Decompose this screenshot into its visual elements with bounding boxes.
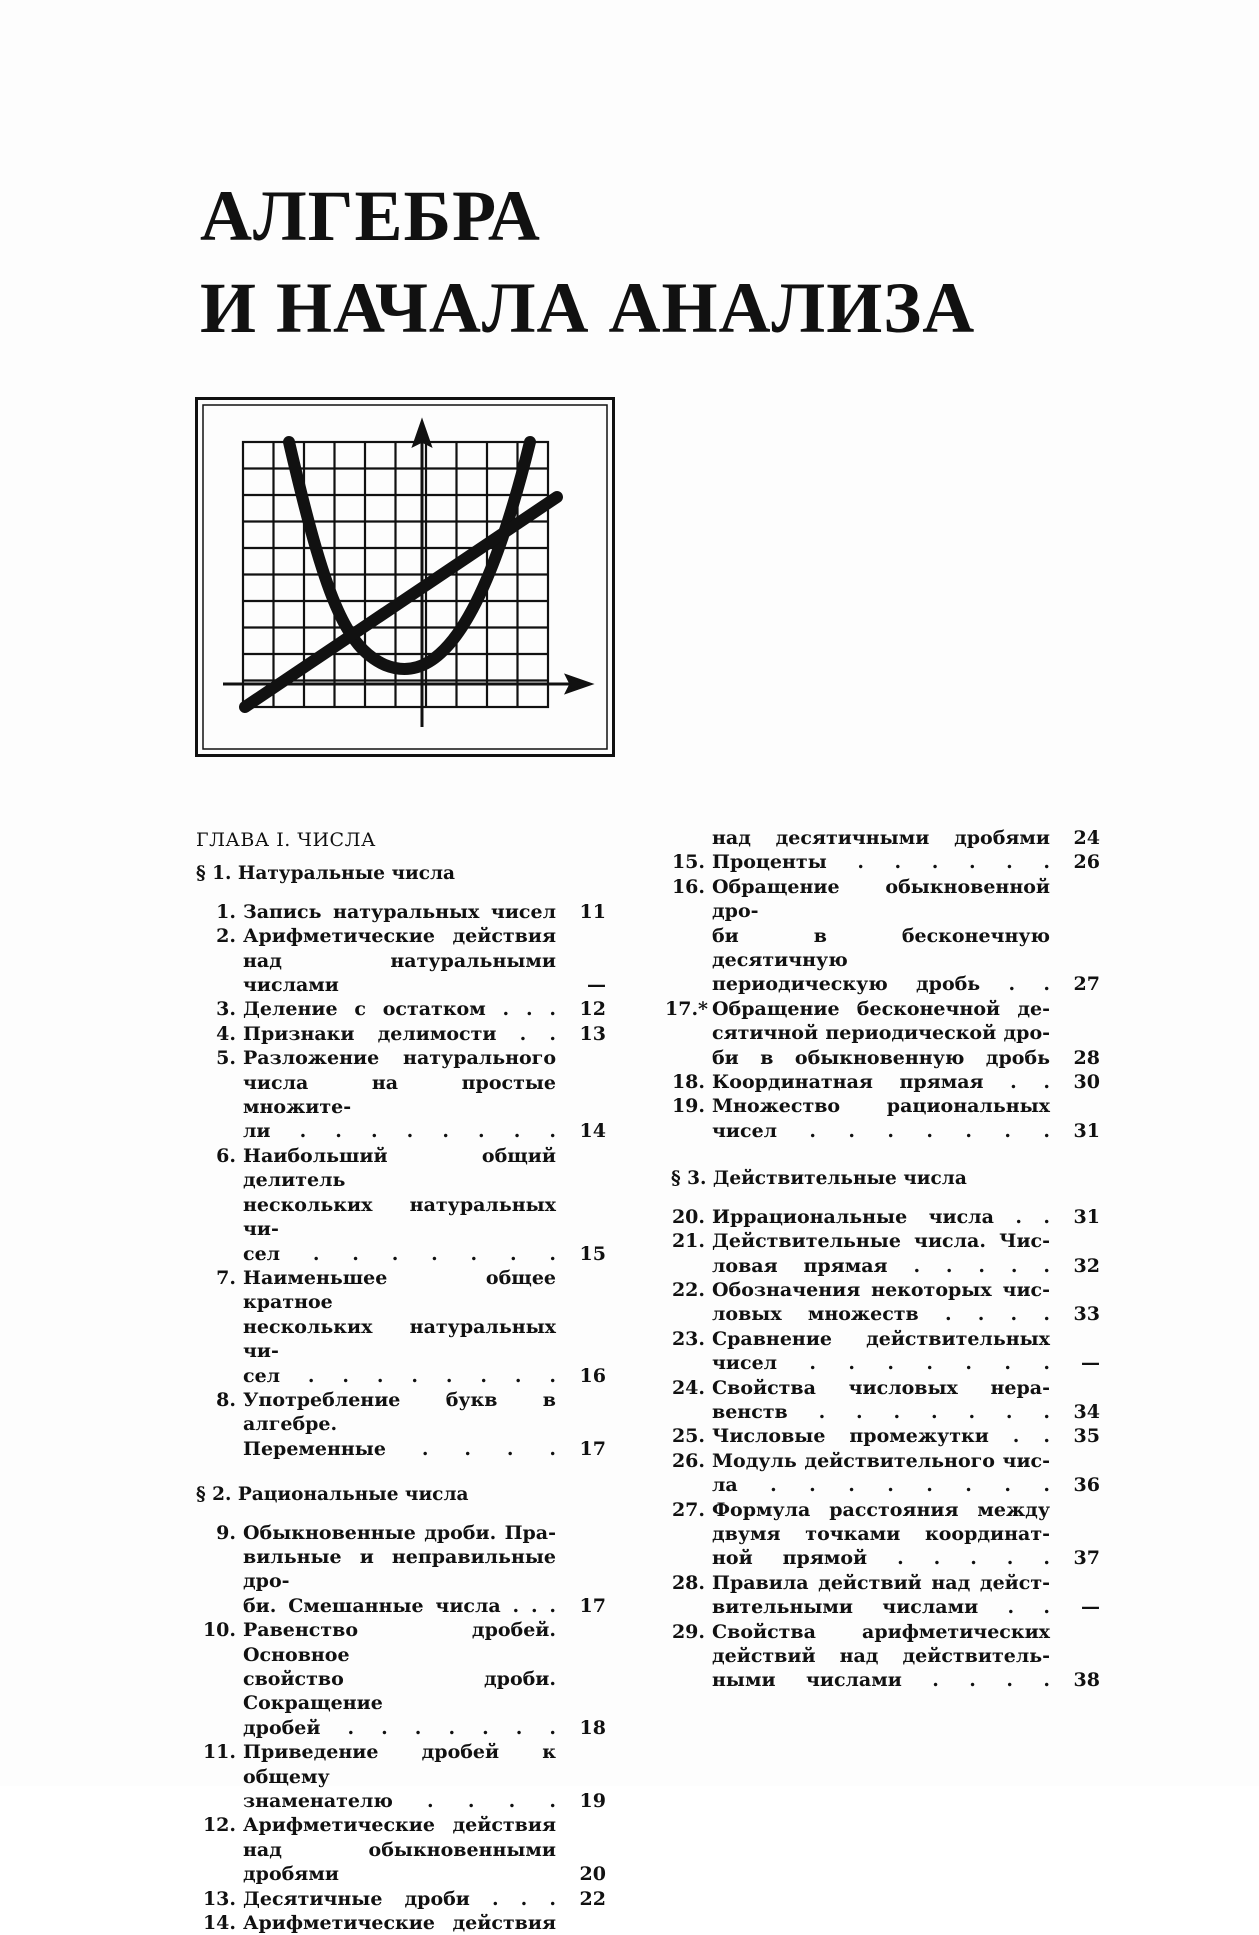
toc-entry [665,1620,1100,1693]
entry-page: 32 [1073,1254,1100,1277]
toc-entry [196,1618,606,1740]
entry-number: 12. [202,1814,236,1837]
entry-number: 5. [216,1047,236,1070]
entry-line: Употребление букв в алгебре. [243,1388,556,1436]
entry-line: Правила действий над дейст- [712,1571,1050,1594]
entry-line: Обращение обыкновенной дро- [712,875,1050,923]
toc-left-column [196,828,606,1935]
entry-page: 17 [579,1437,606,1460]
entry-number: 29. [671,1620,705,1643]
entry-line: Сравнение действительных [712,1327,1050,1350]
entry-line: над десятичными дробями [712,827,1050,849]
cover-graph-figure [195,397,615,757]
entry-line: над обыкновенными дробями [243,1838,556,1886]
entry-number: 9. [216,1521,236,1544]
toc-entry [196,1813,606,1886]
entry-page: — [1081,1352,1100,1375]
entry-line: Разложение натурального [243,1047,556,1070]
section-heading: § 1. Натуральные числа [196,863,456,885]
entry-page: 16 [579,1364,606,1387]
entry-page: 28 [1073,1046,1100,1069]
entry-line: действий над действитель- [712,1645,1050,1667]
toc-entry [196,1740,606,1813]
entry-number: 19. [671,1095,705,1118]
parabola-curve [289,442,530,669]
entry-line: сятичной периодической дро- [712,1022,1050,1045]
entry-line: Наименьшее общее кратное [243,1266,556,1314]
entry-number: 6. [216,1144,236,1167]
entry-page: 15 [579,1242,606,1265]
toc-entry [665,1070,1100,1094]
entry-line: Деление с остатком . . . [243,998,556,1021]
toc-entry [196,1388,606,1461]
entry-line: Иррациональные числа . . [712,1205,1050,1228]
entry-page: 31 [1073,1119,1100,1142]
entry-line: нескольких натуральных чи- [243,1315,556,1363]
entry-number: 23. [671,1327,705,1350]
entry-number: 24. [671,1376,705,1399]
entry-line: Приведение дробей к общему [243,1741,556,1788]
toc-entry [665,1094,1100,1143]
entry-line: вильные и неправильные дро- [243,1545,556,1593]
entry-line: над натуральными числами [243,949,556,997]
toc-entry [665,1327,1100,1376]
toc-entry [665,1571,1100,1620]
entry-line: Модуль действительного чис- [712,1449,1050,1472]
entry-line: сел . . . . . . . . [243,1364,556,1387]
entry-number: 22. [671,1278,705,1301]
book-title-line-1: АЛГЕБРА [200,176,541,256]
entry-page: 31 [1073,1205,1100,1228]
entry-line: Действительные числа. Чис- [712,1230,1050,1253]
entry-page: 34 [1073,1400,1100,1423]
entry-page: 14 [579,1120,606,1143]
entry-number: 20. [671,1205,705,1228]
entry-line: периодическую дробь . . [712,973,1050,996]
entry-number: 13. [202,1887,236,1910]
entry-page: 26 [1073,851,1100,874]
entry-page: 18 [579,1716,606,1739]
entry-line: венств . . . . . . . [712,1400,1050,1423]
entry-line: Арифметические действия [243,1814,556,1837]
toc-entry [196,1046,606,1144]
toc-entry [665,997,1100,1070]
entry-page: — [587,974,606,997]
toc-entry [665,1376,1100,1425]
entry-line: ной прямой . . . . . [712,1547,1050,1570]
toc-entry [665,850,1100,874]
entry-line: ловых множеств . . . . [712,1303,1050,1326]
entry-page: 17 [579,1594,606,1617]
entry-page: 36 [1073,1474,1100,1497]
entry-line: Переменные . . . . [243,1437,556,1460]
entry-line: Множество рациональных [712,1095,1050,1118]
entry-page: 19 [579,1790,606,1813]
entry-line: Формула расстояния между [712,1498,1050,1521]
toc-entry [665,1205,1100,1229]
toc-entry [196,1266,606,1388]
entry-line: Проценты . . . . . . [712,851,1050,874]
entry-line: Свойства арифметических [712,1620,1050,1643]
entry-page: — [1081,1596,1100,1619]
entry-page: 11 [579,900,606,923]
section-heading: § 3. Действительные числа [671,1168,967,1190]
entry-line: знаменателю . . . . [243,1790,556,1813]
entry-line: ла . . . . . . . . [712,1474,1050,1497]
toc-entry [665,1498,1100,1571]
entry-line: Арифметические действия [243,1912,556,1935]
entry-page: 12 [579,998,606,1021]
entry-line: Равенство дробей. Основное [243,1619,556,1666]
entry-page: 24 [1073,827,1100,849]
entry-line: Обозначения некоторых чис- [712,1278,1050,1301]
entry-line: би. Смешанные числа . . . [243,1594,556,1617]
entry-number: 17.* [665,997,708,1020]
entry-line: би в обыкновенную дробь [712,1046,1050,1069]
entry-number: 4. [216,1022,236,1045]
entry-number: 2. [216,925,236,948]
toc-entry [196,1144,606,1266]
entry-page: 22 [579,1887,606,1910]
section-heading: § 2. Рациональные числа [196,1484,469,1506]
toc-entry [665,875,1100,997]
toc-entry [196,1521,606,1619]
entry-line: Обращение бесконечной де- [712,997,1050,1020]
entry-page: 20 [579,1863,606,1886]
entry-line: Арифметические действия [243,925,556,948]
entry-line: нескольких натуральных чи- [243,1193,556,1241]
entry-line: би в бесконечную десятичную [712,924,1050,972]
entry-number: 7. [216,1266,236,1289]
entry-number: 3. [216,998,236,1021]
book-title-line-2: И НАЧАЛА АНАЛИЗА [200,268,976,348]
entry-number: 10. [202,1619,236,1642]
entry-page: 35 [1073,1425,1100,1448]
toc-right-column [665,826,1100,1693]
entry-number: 21. [671,1230,705,1253]
toc-entry [665,1278,1100,1327]
toc-entry-continued [665,826,1100,850]
entry-line: Запись натуральных чисел [243,900,556,923]
entry-line: Числовые промежутки . . [712,1425,1050,1448]
entry-page: 38 [1073,1669,1100,1692]
entry-page: 13 [579,1022,606,1045]
entry-line: Наибольший общий делитель [243,1144,556,1192]
toc-entry [665,1424,1100,1448]
entry-line: чисел . . . . . . . [712,1119,1050,1142]
entry-number: 18. [671,1071,705,1094]
chapter-heading: ГЛАВА I. ЧИСЛА [196,829,376,851]
entry-line: Обыкновенные дроби. Пра- [243,1521,556,1544]
y-axis-arrow-icon [414,422,430,445]
entry-number: 28. [671,1571,705,1594]
toc-entry [665,1449,1100,1498]
entry-line: свойство дроби. Сокращение [243,1668,556,1715]
entry-number: 27. [671,1498,705,1521]
entry-line: двумя точками координат- [712,1522,1050,1545]
entry-number: 11. [202,1741,236,1764]
toc-entry [196,900,606,924]
entry-line: Десятичные дроби . . . [243,1887,556,1910]
entry-page: 30 [1073,1071,1100,1094]
entry-number: 1. [216,900,236,923]
toc-entry [196,1887,606,1911]
entry-line: Признаки делимости . . [243,1022,556,1045]
toc-entry [196,1911,606,1935]
entry-line: ловая прямая . . . . . [712,1254,1050,1277]
entry-line: числа на простые множите- [243,1071,556,1119]
entry-line: чисел . . . . . . . [712,1352,1050,1375]
entry-number: 8. [216,1388,236,1411]
entry-number: 14. [202,1912,236,1935]
entry-page: 27 [1073,973,1100,996]
toc-entry [665,1229,1100,1278]
entry-page: 37 [1073,1547,1100,1570]
entry-line: сел . . . . . . . [243,1242,556,1265]
entry-line: Свойства числовых нера- [712,1376,1050,1399]
entry-line: дробей . . . . . . . [243,1716,556,1739]
toc-entry [196,997,606,1021]
entry-line: ными числами . . . . [712,1669,1050,1692]
entry-number: 15. [671,851,705,874]
x-axis-arrow-icon [567,676,590,692]
entry-number: 25. [671,1425,705,1448]
entry-number: 26. [671,1449,705,1472]
entry-line: Координатная прямая . . [712,1071,1050,1094]
toc-entry [196,924,606,997]
entry-number: 16. [671,875,705,898]
entry-line: вительными числами . . [712,1596,1050,1619]
entry-line: ли . . . . . . . . [243,1120,556,1143]
toc-entry [196,1022,606,1046]
entry-page: 33 [1073,1303,1100,1326]
